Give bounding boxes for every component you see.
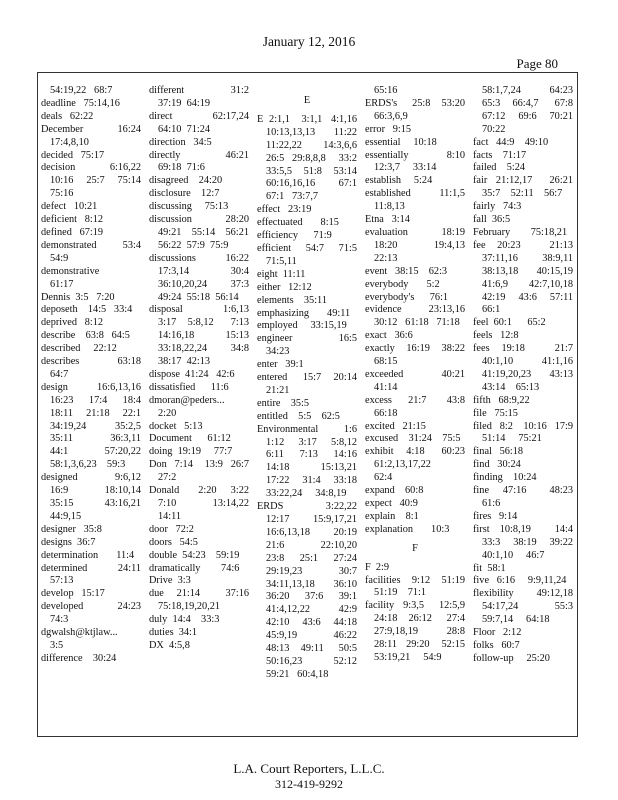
index-line: 45:9,19 46:22	[266, 630, 357, 642]
index-line: 35:15 43:16,21	[50, 498, 141, 509]
index-line: event 38:15 62:3	[365, 265, 448, 277]
index-line: demonstrated 53:4	[41, 239, 141, 251]
index-line: decided 75:17	[41, 149, 105, 161]
index-line: duly 14:4 33:3	[149, 614, 220, 626]
index-line: 60:16,16,16 67:1	[266, 178, 357, 190]
index-line: feels 12:8	[473, 330, 519, 342]
index-line: 44:9,15	[50, 510, 82, 522]
index-line: dgwalsh@ktjlaw...	[41, 627, 118, 639]
index-line: double 54:23 59:19	[149, 549, 240, 561]
index-line: 34:23	[266, 346, 290, 358]
index-line: 21:6 22:10,20	[266, 539, 357, 551]
index-line: evidence 23:13,16	[365, 304, 465, 316]
index-line: determination 11:4	[41, 549, 135, 561]
index-line: E 2:1,1 3:1,1 4:1,16	[257, 113, 357, 125]
index-line: engineer 16:5	[257, 333, 357, 345]
index-line: fees 19:18 21:7	[473, 343, 573, 355]
index-line: 58:1,7,24 64:23	[482, 85, 573, 96]
index-line: directly 46:21	[149, 149, 249, 161]
index-line: everybody 5:2	[365, 278, 440, 290]
index-line: 67:12 69:6 70:21	[482, 110, 573, 122]
index-line: 16:6,13,18 20:19	[266, 526, 357, 538]
index-line: failed 5:24	[473, 162, 526, 174]
index-line: Environmental 1:6	[257, 423, 357, 435]
index-line: 37:19 64:19	[158, 97, 211, 109]
index-line: efficient 54:7 71:5	[257, 242, 357, 254]
index-line: fact 44:9 49:10	[473, 136, 549, 148]
index-line: 54:9	[50, 252, 69, 264]
index-line: 67:1 73:7,7	[266, 191, 319, 203]
index-line: entitled 5:5 62:5	[257, 410, 340, 422]
index-line: Dennis 3:5 7:20	[41, 291, 115, 303]
index-line: design 16:6,13,16	[41, 381, 141, 393]
index-line: deprived 8:12	[41, 317, 104, 329]
index-line: 24:18 26:12 27:4	[374, 613, 465, 625]
index-line: evaluation 18:19	[365, 226, 465, 238]
index-line: discussing 75:13	[149, 201, 229, 213]
index-line: 2:20	[158, 407, 177, 419]
index-line: 59:7,14 64:18	[482, 614, 550, 626]
index-line: 44:1 57:20,22	[50, 446, 141, 458]
index-line: either 12:12	[257, 281, 312, 293]
index-line: facts 71:17	[473, 149, 527, 161]
index-line: final 56:18	[473, 446, 524, 458]
index-line: 35:11 36:3,11	[50, 433, 141, 445]
index-line: establish 5:24	[365, 175, 433, 187]
index-line: 33:22,24 34:8,19	[266, 488, 347, 500]
index-line: 17:4,8,10	[50, 136, 89, 148]
index-line: 59:21 60:4,18	[266, 668, 329, 680]
index-line: 34:19,24 35:2,5	[50, 420, 141, 432]
index-line: exhibit 4:18 60:23	[365, 446, 465, 458]
index-line: 51:19 71:1	[374, 587, 427, 599]
index-line: 42:19 43:6 57:11	[482, 291, 573, 303]
index-line: duties 34:1	[149, 627, 198, 639]
index-line: 66:18	[374, 407, 398, 419]
index-line: due 21:14 37:16	[149, 588, 249, 600]
index-line: 17:22 31:4 33:18	[266, 475, 357, 487]
index-line: 43:14 65:13	[482, 381, 540, 393]
index-line: 28:11 29:20 52:15	[374, 639, 465, 651]
index-line: fair 21:12,17 26:21	[473, 175, 573, 187]
index-line: 34:11,13,18 36:10	[266, 578, 357, 590]
index-line: 49:21 55:14 56:21	[158, 226, 249, 238]
index-line: established 11:1,5	[365, 188, 465, 200]
index-line: 27:2	[158, 472, 177, 484]
index-line: 6:11 7:13 14:16	[266, 449, 357, 461]
index-line: entire 35:5	[257, 397, 310, 409]
index-line: fee 20:23 21:13	[473, 239, 573, 251]
index-line: develop 15:17	[41, 588, 105, 600]
index-line: expand 60:8	[365, 485, 424, 497]
index-line: different 31:2	[149, 85, 249, 96]
index-line: direction 34:5	[149, 136, 212, 148]
index-line: 36:20 37:6 39:1	[266, 591, 357, 603]
page-number: Page 80	[516, 56, 558, 71]
index-line: describes 63:18	[41, 356, 141, 368]
index-line: expect 40:9	[365, 498, 418, 509]
index-line: 71:5,11	[266, 255, 297, 267]
index-line: elements 35:11	[257, 294, 327, 306]
index-line: facility 9:3,5 12:5,9	[365, 600, 465, 612]
index-line: designs 36:7	[41, 536, 96, 548]
index-line: 64:7	[50, 368, 69, 380]
footer-phone: 312-419-9292	[275, 777, 343, 791]
index-line: 66:1	[482, 304, 501, 316]
index-line: dispose 41:24 42:6	[149, 368, 235, 380]
index-line: Don 7:14 13:9 26:7	[149, 459, 249, 471]
index-line: disposal 1:6,13	[149, 304, 249, 316]
index-line: 41:14	[374, 381, 398, 393]
index-line: five 6:16 9:9,11,24	[473, 575, 567, 587]
index-line: doors 54:5	[149, 536, 198, 548]
index-line: 75:18,19,20,21	[158, 601, 221, 613]
index-line: demonstrative	[41, 265, 100, 277]
index-line: 37:11,16 38:9,11	[482, 252, 573, 264]
index-line: deficient 8:12	[41, 214, 104, 226]
index-line: excess 21:7 43:8	[365, 394, 465, 406]
index-line: facilities 9:12 51:19	[365, 574, 465, 586]
index-line: ERDS's 25:8 53:20	[365, 97, 465, 109]
index-line: deadline 75:14,16	[41, 97, 120, 109]
index-line: Drive 3:3	[149, 575, 191, 587]
index-line: 14:11	[158, 510, 182, 522]
index-line: 56:22 57:9 75:9	[158, 239, 229, 251]
index-line: direct 62:17,24	[149, 110, 249, 122]
index-line: explain 8:1	[365, 510, 419, 522]
index-line: 10:13,13,13 11:22	[266, 126, 357, 138]
index-line: 69:18 71:6	[158, 162, 205, 174]
index-line: 30:12 61:18 71:18	[374, 317, 460, 329]
index-line: fairly 74:3	[473, 201, 522, 213]
footer-company: L.A. Court Reporters, L.L.C.	[233, 761, 385, 776]
index-line: difference 30:24	[41, 652, 117, 664]
index-line: follow-up 25:20	[473, 652, 550, 664]
index-line: 14:16,18 15:13	[158, 330, 249, 342]
index-line: described 22:12	[41, 343, 117, 355]
index-frame	[37, 72, 578, 737]
index-line: 22:13	[374, 252, 398, 264]
index-line: fit 58:1	[473, 562, 506, 574]
index-line: finding 10:24	[473, 472, 537, 484]
index-line: first 10:8,19 14:4	[473, 523, 573, 535]
index-line: dramatically 74:6	[149, 562, 240, 574]
index-line: 41:4,12,22 42:9	[266, 604, 357, 616]
index-line: disagreed 24:20	[149, 175, 223, 187]
index-line: everybody's 76:1	[365, 291, 449, 303]
index-line: 18:20 19:4,13	[374, 239, 465, 251]
index-line: 48:13 49:11 50:5	[266, 643, 357, 655]
index-line: 61:2,13,17,22	[374, 459, 431, 471]
index-line: 33:5,5 51:8 53:14	[266, 165, 357, 177]
index-line: Document 61:12	[149, 433, 231, 445]
index-line: deposeth 14:5 33:4	[41, 304, 133, 316]
index-line: error 9:15	[365, 123, 412, 135]
index-line: 50:16,23 52:12	[266, 655, 357, 667]
index-line: 64:10 71:24	[158, 123, 211, 135]
index-line: 17:3,14 30:4	[158, 265, 249, 277]
index-line: developed 24:23	[41, 601, 141, 613]
index-line: 16:23 17:4 18:4	[50, 394, 141, 406]
index-line: defect 10:21	[41, 201, 98, 213]
index-line: door 72:2	[149, 523, 194, 535]
index-line: 58:1,3,6,23 59:3	[50, 459, 126, 471]
index-line: 12:17 15:9,17,21	[266, 514, 357, 525]
index-line: discussions 16:22	[149, 252, 249, 264]
index-line: 54:19,22 68:7	[50, 85, 113, 96]
index-line: exactly 16:19 38:22	[365, 343, 465, 355]
index-line: 10:16 25:7 75:14	[50, 175, 141, 187]
index-line: 41:6,9 42:7,10,18	[482, 278, 573, 290]
index-line: 16:9 18:10,14	[50, 485, 141, 497]
index-line: designer 35:8	[41, 523, 102, 535]
index-line: exact 36:6	[365, 330, 413, 342]
index-line: eight 11:11	[257, 268, 306, 280]
index-line: 38:17 42:13	[158, 356, 211, 368]
index-line: feel 60:1 65:2	[473, 317, 546, 329]
index-line: folks 60:7	[473, 639, 520, 651]
index-line: deals 62:22	[41, 110, 94, 122]
index-line: 61:17	[50, 278, 74, 290]
index-line: describe 63:8 64:5	[41, 330, 130, 342]
index-line: entered 15:7 20:14	[257, 372, 357, 384]
index-line: essential 10:18	[365, 136, 437, 148]
index-line: 14:18 15:13,21	[266, 462, 357, 474]
index-line: designed 9:6,12	[41, 472, 141, 484]
index-line: efficiency 71:9	[257, 230, 332, 242]
index-line: discussion 28:20	[149, 214, 249, 226]
index-line: filed 8:2 10:16 17:9	[473, 420, 573, 432]
index-line: effect 23:19	[257, 204, 312, 216]
index-line: 57:13	[50, 575, 74, 587]
index-line: essentially 8:10	[365, 149, 465, 161]
index-line: 40:1,10 46:7	[482, 549, 545, 561]
index-line: 3:17 5:8,12 7:13	[158, 317, 249, 329]
index-line: 23:8 25:1 27:24	[266, 552, 357, 564]
index-line: emphasizing 49:11	[257, 307, 351, 319]
index-line: exceeded 40:21	[365, 368, 465, 380]
index-line: February 75:18,21	[473, 226, 568, 238]
index-line: 68:15	[374, 356, 398, 368]
index-line: disclosure 12:7	[149, 188, 220, 200]
index-line: excited 21:15	[365, 420, 426, 432]
index-line: 70:22	[482, 123, 506, 135]
index-column-2	[149, 85, 249, 653]
index-line: 54:17,24 55:3	[482, 601, 573, 613]
index-line: 74:3	[50, 614, 69, 626]
index-line: effectuated 8:15	[257, 217, 339, 229]
index-line: decision 6:16,22	[41, 162, 141, 174]
index-line: 66:3,6,9	[374, 110, 408, 122]
index-line: 11:22,22 14:3,6,6	[266, 139, 357, 151]
index-line: 53:19,21 54:9	[374, 651, 442, 663]
index-line: 40:1,10 41:1,16	[482, 356, 573, 368]
index-line: employed 33:15,19	[257, 320, 347, 332]
index-line: 27:9,18,19 28:8	[374, 626, 465, 638]
index-line: Donald 2:20 3:22	[149, 485, 249, 497]
index-line: 36:10,20,24 37:3	[158, 278, 249, 290]
index-line: docket 5:13	[149, 420, 203, 432]
index-line: 35:7 52:11 56:7	[482, 188, 563, 200]
index-line: 26:5 29:8,8,8 33:2	[266, 152, 357, 164]
index-line: flexibility 49:12,18	[473, 588, 573, 600]
index-line: fifth 68:9,22	[473, 394, 530, 406]
index-line: 38:13,18 40:15,19	[482, 265, 573, 277]
index-line: enter 39:1	[257, 359, 304, 371]
index-line: defined 67:19	[41, 226, 104, 238]
index-line: fall 36:5	[473, 214, 511, 226]
index-line: fires 9:14	[473, 510, 518, 522]
index-line: 33:3 38:19 39:22	[482, 536, 573, 548]
index-line: 12:3,7 33:14	[374, 162, 437, 174]
index-line: excused 31:24 75:5	[365, 433, 461, 445]
index-line: 62:4	[374, 472, 393, 484]
index-line: doing 19:19 77:7	[149, 446, 233, 458]
index-line: 1:12 3:17 5:8,12	[266, 436, 357, 448]
index-column-3	[257, 89, 357, 682]
index-line: Etna 3:14	[365, 214, 410, 226]
index-line: 21:21	[266, 384, 290, 396]
index-line: DX 4:5,8	[149, 639, 190, 651]
index-line: find 30:24	[473, 459, 521, 471]
index-line: 65:16	[374, 85, 398, 96]
index-line: dmoran@peders...	[149, 394, 225, 406]
index-line: 3:5	[50, 639, 64, 651]
index-line: 29:19,23 30:7	[266, 565, 357, 577]
index-line: 75:16	[50, 188, 74, 200]
index-line: 33:18,22,24 34:8	[158, 343, 249, 355]
index-column-1	[41, 85, 141, 666]
index-line: 11:8,13	[374, 201, 405, 213]
index-line: Floor 2:12	[473, 627, 522, 639]
index-line: 18:11 21:18 22:1	[50, 407, 141, 419]
index-line: 49:24 55:18 56:14	[158, 291, 239, 303]
index-column-4	[365, 85, 465, 665]
index-line: December 16:24	[41, 123, 141, 135]
index-section-letter: E	[303, 95, 311, 106]
index-line: ERDS 3:22,22	[257, 501, 357, 513]
index-line: fine 47:16 48:23	[473, 485, 573, 497]
index-line: file 75:15	[473, 407, 518, 419]
index-line: explanation 10:3	[365, 523, 450, 535]
index-line: 42:10 43:6 44:18	[266, 617, 357, 629]
index-column-5	[473, 85, 573, 666]
index-line: determined 24:11	[41, 562, 141, 574]
index-line: F 2:9	[365, 561, 390, 573]
index-line: dissatisfied 11:6	[149, 381, 229, 393]
index-line: 51:14 75:21	[482, 433, 542, 445]
index-line: 7:10 13:14,22	[158, 498, 249, 509]
index-line: 65:3 66:4,7 67:8	[482, 97, 573, 109]
index-line: 61:6	[482, 498, 501, 509]
index-section-letter: F	[412, 542, 418, 554]
transcript-date: January 12, 2016	[262, 34, 356, 49]
index-line: 41:19,20,23 43:13	[482, 368, 573, 380]
